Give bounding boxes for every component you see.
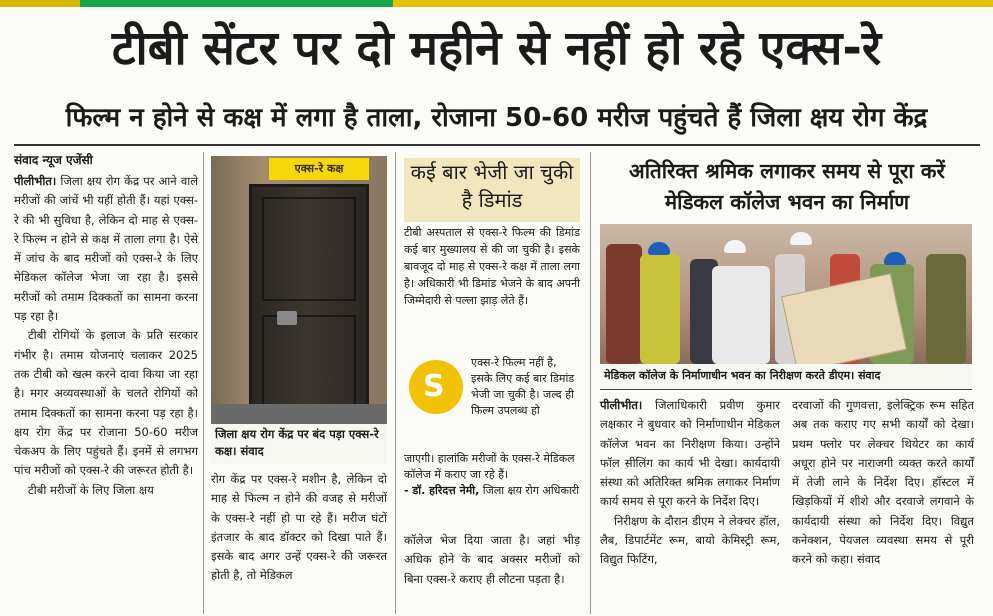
column-rule [395, 152, 396, 614]
quote-logo-icon: S [409, 360, 463, 414]
paragraph: दरवाजों की गुणवत्ता, इलेक्ट्रिक रूम सहित अब तक कराए गए सभी कार्यों को देखा। प्रथम फ्लोर पर लेक्चर थियेटर का कार्य अधूरा होने पर नाराजगी व्यक्त करते कार्यों में तेजी लाने के निर्देश दिए। हॉस्टल में खिड़कियों में शीशे और दरवाजे लगवाने के कार्यदायी संस्था को निर्देश दिए। विद्युत कनेक्शन, पेयजल व्यवस्था समय से पूरी करने को कहा। संवाद [792, 398, 974, 567]
dateline: पीलीभीत। [600, 398, 643, 412]
article-column-5 [792, 396, 974, 570]
top-color-bar [0, 0, 993, 7]
dateline: पीलीभीत। [14, 174, 57, 188]
secondary-headline: अतिरिक्त श्रमिक लगाकर समय से पूरा करें मेडिकल कॉलेज भवन का निर्माण [629, 159, 945, 214]
column-rule [590, 152, 591, 614]
paragraph: जिला क्षय रोग केंद्र पर आने वाले मरीजों की जांचें भी यहीं होती हैं। यहां एक्स-रे की भी सुविधा है, लेकिन दो माह से एक्स-रे फिल्म न होने से कक्ष में ताला लगा है। ऐसे में जांच के बाद मरीजों को एक्स-रे के लिए मेडिकल कॉलेज भेजा जा रहा है। इससे मरीजों को तमाम दिक्कतों का सामना करना पड़ रहा है। [14, 174, 198, 324]
page-headline: टीबी सेंटर पर दो महीने से नहीं हो रहे एक्स-रे [111, 21, 882, 76]
quote-text-continued: जाएगी। हालांकि मरीजों के एक्स-रे मेडिकल कॉलेज में कराए जा रहे हैं। - डॉ. हरिदत्त नेमी, जिला क्षय रोग अधिकारी [404, 452, 580, 497]
headline-divider [14, 144, 980, 146]
quote-attribution: - डॉ. हरिदत्त नेमी, [404, 484, 480, 497]
article-column-1 [14, 172, 198, 500]
helmet-icon [790, 232, 812, 245]
paragraph: निरीक्षण के दौरान डीएम ने लेक्चर हॉल, लैब, डिपार्टमेंट रूम, बायो केमिस्ट्री रूम, विद्युत फिटिंग, [600, 513, 780, 567]
room-sign: एक्स-रे कक्ष [269, 158, 369, 180]
helmet-icon [648, 242, 670, 255]
quote-text: एक्स-रे फिल्म नहीं है, इसके लिए कई बार डिमांड भेजी जा चुकी है। जल्द ही फिल्म उपलब्ध हो [471, 356, 575, 417]
inspection-photo [600, 224, 972, 364]
article-column-4 [600, 396, 780, 570]
box-heading: कई बार भेजी जा चुकी है डिमांड [404, 158, 580, 222]
xray-room-photo [211, 156, 387, 424]
paragraph: रोग केंद्र पर एक्स-रे मशीन है, लेकिन दो माह से फिल्म न होने की वजह से मरीजों के एक्स-रे नहीं हो पा रहे हैं। मरीज घंटों इंतजार के बाद डॉक्टर को दिखा पाते हैं। इसके बाद अगर उन्हें एक्स-रे की जरूरत होती है, तो मेडिकल [211, 472, 387, 583]
box-text: टीबी अस्पताल से एक्स-रे फिल्म की डिमांड कई बार मुख्यालय से की जा चुकी है। इसके बावजूद दो माह से एक्स-रे कक्ष में ताला लगा है। अधिकारी भी डिमांड भेजने के बाद अपनी जिम्मेदारी से पल्ला झाड़ लेते हैं। [404, 226, 580, 307]
paragraph: टीबी रोगियों के इलाज के प्रति सरकार गंभीर है। तमाम योजनाएं चलाकर 2025 तक टीबी को खत्म करने दावा किया जा रहा है। मगर अव्यवस्थाओं के चलते रोगियों को तमाम दिक्कतों का सामना करना पड़ रहा है। क्षय रोग केंद्र पर रोजाना 50-60 मरीज चेकअप के लिए पहुंचते हैं। इनमें से लगभग पांच मरीजों को एक्स-रे की जरूरत होती है। [14, 328, 198, 478]
photo-caption: जिला क्षय रोग केंद्र पर बंद पड़ा एक्स-रे कक्ष। संवाद [211, 424, 387, 464]
locked-door [249, 184, 369, 424]
article-column-3: कॉलेज भेज दिया जाता है। जहां भीड़ अधिक होने के बाद अक्सर मरीजों को बिना एक्स-रे कराए ही लौटना पड़ता है। [404, 533, 580, 586]
article-column-2 [211, 470, 387, 586]
top-bar-segment [393, 0, 993, 7]
official-quote [404, 355, 580, 505]
column-rule [203, 152, 204, 614]
agency-byline: संवाद न्यूज एजेंसी [14, 153, 93, 167]
paragraph: टीबी मरीजों के लिए जिला क्षय [28, 482, 154, 497]
helmet-icon [724, 240, 746, 253]
helmet-icon [884, 252, 906, 265]
page-subheadline: फिल्म न होने से कक्ष में लगा है ताला, रोजाना 50-60 मरीज पहुंचते हैं जिला क्षय रोग केंद्र [65, 103, 928, 133]
photo-caption: मेडिकल कॉलेज के निर्माणाधीन भवन का निरीक्षण करते डीएम। संवाद [600, 364, 972, 390]
padlock-icon [277, 311, 297, 325]
top-bar-segment [80, 0, 393, 7]
top-bar-segment [0, 0, 80, 7]
quote-designation: जिला क्षय रोग अधिकारी [479, 484, 580, 497]
paragraph: जिलाधिकारी प्रवीण कुमार लक्षकार ने बुधवार को निर्माणाधीन मेडिकल कॉलेज भवन का निरीक्षण किया। उन्होंने फॉल सीलिंग का कार्य भी देखा। कार्यदायी संस्था को अतिरिक्त श्रमिक लगाकर निर्माण कार्य समय से पूरा करने के निर्देश दिए। [600, 398, 780, 509]
